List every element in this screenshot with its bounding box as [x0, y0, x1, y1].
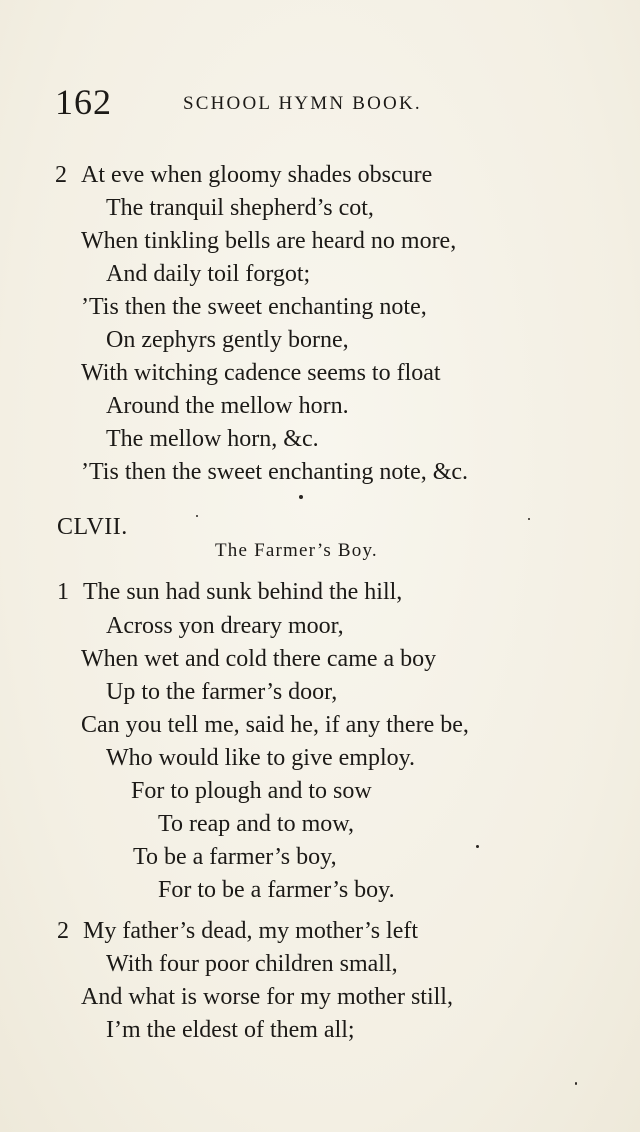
stanza-line: ’Tis then the sweet enchanting note,: [81, 294, 427, 320]
stanza-line: When wet and cold there came a boy: [81, 646, 437, 672]
stanza-line: Across yon dreary moor,: [106, 613, 344, 639]
stanza-line: Can you tell me, said he, if any there be,: [81, 712, 469, 738]
ink-speck: [528, 518, 530, 520]
stanza-line: With witching cadence seems to float: [81, 360, 441, 386]
page-number: 162: [55, 82, 112, 122]
stanza-line: The mellow horn, &c.: [106, 426, 319, 452]
stanza-line: I’m the eldest of them all;: [106, 1017, 355, 1043]
stanza-number: 2: [57, 918, 69, 944]
stanza-line: Up to the farmer’s door,: [106, 679, 338, 705]
stanza-line: [57, 577, 402, 607]
stanza-line: When tinkling bells are heard no more,: [81, 228, 457, 254]
page-header: [55, 80, 575, 128]
stanza-line: The tranquil shepherd’s cot,: [106, 195, 374, 221]
ink-speck: [196, 515, 198, 517]
verse-line-text: My father’s dead, my mother’s left: [83, 918, 419, 944]
verse-line-text: At eve when gloomy shades obscure: [81, 162, 433, 188]
verse-line-text: The sun had sunk behind the hill,: [83, 579, 403, 605]
stanza-line: ’Tis then the sweet enchanting note, &c.: [81, 459, 469, 485]
stanza-line: Who would like to give employ.: [106, 745, 416, 771]
stanza-line: For to plough and to sow: [131, 778, 372, 804]
stanza-line: Around the mellow horn.: [106, 393, 349, 419]
stanza-line: With four poor children small,: [106, 951, 398, 977]
ink-speck: [575, 1082, 577, 1085]
stanza-line: [57, 916, 418, 946]
stanza-number: 2: [55, 162, 67, 188]
section-ornament: [299, 495, 303, 499]
stanza-number: 1: [57, 579, 69, 605]
stanza-line: For to be a farmer’s boy.: [158, 877, 395, 903]
running-head: SCHOOL HYMN BOOK.: [183, 93, 422, 114]
stanza-line: On zephyrs gently borne,: [106, 327, 349, 353]
stanza-line: [55, 160, 432, 190]
stanza-line: To be a farmer’s boy,: [133, 844, 337, 870]
stanza-line: To reap and to mow,: [158, 811, 355, 837]
stanza-line: And what is worse for my mother still,: [81, 984, 453, 1010]
hymn-number: CLVII.: [57, 514, 128, 540]
ink-speck: [476, 845, 479, 848]
stanza-line: And daily toil forgot;: [106, 261, 311, 287]
hymn-title: The Farmer’s Boy.: [215, 540, 378, 561]
